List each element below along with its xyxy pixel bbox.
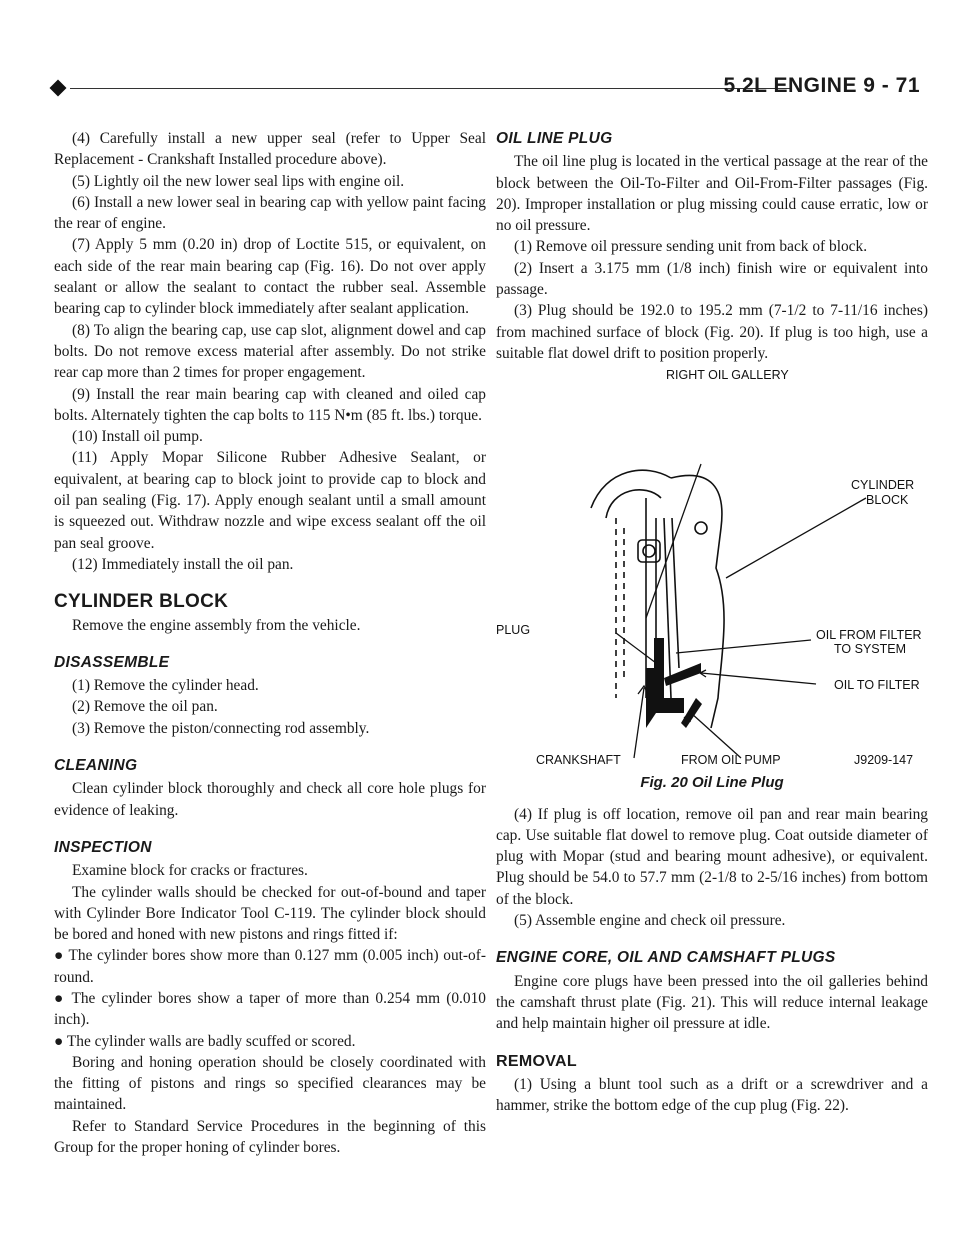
paragraph: The cylinder walls should be checked for out-of-bound and taper with Cylinder Bore Indicator Tool C-119. The cylinder block should be bored and honed with new pistons and rings fitted if: [54,883,486,944]
paragraph: Remove the engine assembly from the vehicle. [72,616,361,634]
label-figure-code: J9209-147 [854,753,914,768]
paragraph: The oil line plug is located in the vertical passage at the rear of the block between the Oil-To-Filter and Oil-From-Filter passages (Fig. 20). Improper installation or plug missing could cause erratic, low or no oil pressure. [496,153,928,235]
paragraph: (1) Remove the cylinder head. [72,677,259,695]
header-rule [70,88,790,89]
paragraph: Engine core plugs have been pressed into the oil galleries behind the camshaft thrust plate (Fig. 21). This will reduce internal leakage and help maintain higher oil pressure at idle. [496,972,928,1033]
label-crankshaft: CRANKSHAFT [536,753,621,768]
paragraph: Examine block for cracks or fractures. [72,862,308,880]
heading-removal: REMOVAL [496,1052,577,1070]
right-column [496,128,928,1116]
paragraph: Refer to Standard Service Procedures in the beginning of this Group for the proper honing of cylinder bores. [54,1117,486,1157]
paragraph: (6) Install a new lower seal in bearing cap with yellow paint facing the rear of engine. [54,193,486,233]
paragraph: (3) Remove the piston/connecting rod assembly. [72,719,370,737]
paragraph: (8) To align the bearing cap, use cap slot, alignment dowel and cap bolts. Do not remove excess material after assembly. Do not strike rear cap more than 2 times for proper engagement. [54,321,486,382]
label-right-oil-gallery: RIGHT OIL GALLERY [666,368,789,383]
label-oil-from-filter: OIL FROM FILTER [816,628,922,643]
paragraph: Boring and honing operation should be closely coordinated with the fitting of pistons and rings so specified clearances may be maintained. [54,1053,486,1114]
figure-caption: Fig. 20 Oil Line Plug [640,774,784,792]
figure-oil-line-plug [496,368,928,768]
left-column [54,128,486,1158]
paragraph: (5) Lightly oil the new lower seal lips with engine oil. [72,172,405,190]
paragraph: (5) Assemble engine and check oil pressure. [514,912,786,930]
paragraph: (7) Apply 5 mm (0.20 in) drop of Loctite 515, or equivalent, on each side of the rear main bearing cap (Fig. 16). Do not over apply sealant or allow the sealant to contact the rubber seal. Assemble bearing cap to cylinder block immediately after sealant application. [54,236,486,318]
heading-cleaning: CLEANING [54,757,138,775]
paragraph: (1) Remove oil pressure sending unit from back of block. [514,238,868,256]
bullet-item: ● The cylinder bores show more than 0.127 mm (0.005 inch) out-of-round. [54,947,486,986]
heading-disassemble: DISASSEMBLE [54,653,170,671]
heading-inspection: INSPECTION [54,838,152,856]
label-oil-to-filter: OIL TO FILTER [834,678,920,693]
paragraph: (2) Remove the oil pan. [72,698,218,716]
heading-engine-core-plugs: ENGINE CORE, OIL AND CAMSHAFT PLUGS [496,949,836,967]
paragraph: (10) Install oil pump. [72,428,203,446]
label-block: BLOCK [866,493,909,508]
page-title: 5.2L ENGINE 9 - 71 [723,74,920,97]
label-plug: PLUG [496,623,531,638]
page-header [52,74,920,108]
bullet-item: ● The cylinder walls are badly scuffed or scored. [54,1032,356,1050]
bullet-item: ● The cylinder bores show a taper of more than 0.254 mm (0.010 inch). [54,989,486,1029]
paragraph: (12) Immediately install the oil pan. [72,555,294,573]
heading-oil-line-plug: OIL LINE PLUG [496,130,613,147]
label-cylinder: CYLINDER [851,478,915,493]
paragraph: (11) Apply Mopar Silicone Rubber Adhesive Sealant, or equivalent, at bearing cap to block joint to provide cap to block and oil pan sealing (Fig. 17). Apply enough sealant until a small amount is squeezed out. Withdraw nozzle and wipe excess sealant off the oil pan seal groove. [54,449,486,552]
paragraph: (4) If plug is off location, remove oil pan and rear main bearing cap. Use suitable flat dowel to remove plug. Coat outside diameter of plug with Mopar (stud and bearing mount adhesive), or equivalent. Plug should be 54.0 to 57.7 mm (2-1/8 to 2-5/16 inches) from bottom of the block. [496,805,928,908]
paragraph: (1) Using a blunt tool such as a drift or a screwdriver and a hammer, strike the bottom edge of the cup plug (Fig. 22). [496,1075,928,1115]
label-to-system: TO SYSTEM [834,642,907,657]
paragraph: (2) Insert a 3.175 mm (1/8 inch) finish wire or equivalent into passage. [496,259,928,299]
paragraph: Clean cylinder block thoroughly and check all core hole plugs for evidence of leaking. [54,780,486,819]
paragraph: (9) Install the rear main bearing cap with cleaned and oiled cap bolts. Alternately tighten the cap bolts to 115 N•m (85 ft. lbs.) torque. [54,385,486,424]
heading-cylinder-block: CYLINDER BLOCK [54,591,229,613]
label-from-oil-pump: FROM OIL PUMP [681,753,781,768]
diamond-icon [50,80,67,97]
paragraph: (4) Carefully install a new upper seal (refer to Upper Seal Replacement - Crankshaft Installed procedure above). [54,130,486,169]
oil-line-plug-diagram [496,368,928,768]
paragraph: (3) Plug should be 192.0 to 195.2 mm (7-1/2 to 7-11/16 inches) from machined surface of block (Fig. 20). If plug is too high, use a suitable flat dowel drift to position properly. [496,302,928,362]
